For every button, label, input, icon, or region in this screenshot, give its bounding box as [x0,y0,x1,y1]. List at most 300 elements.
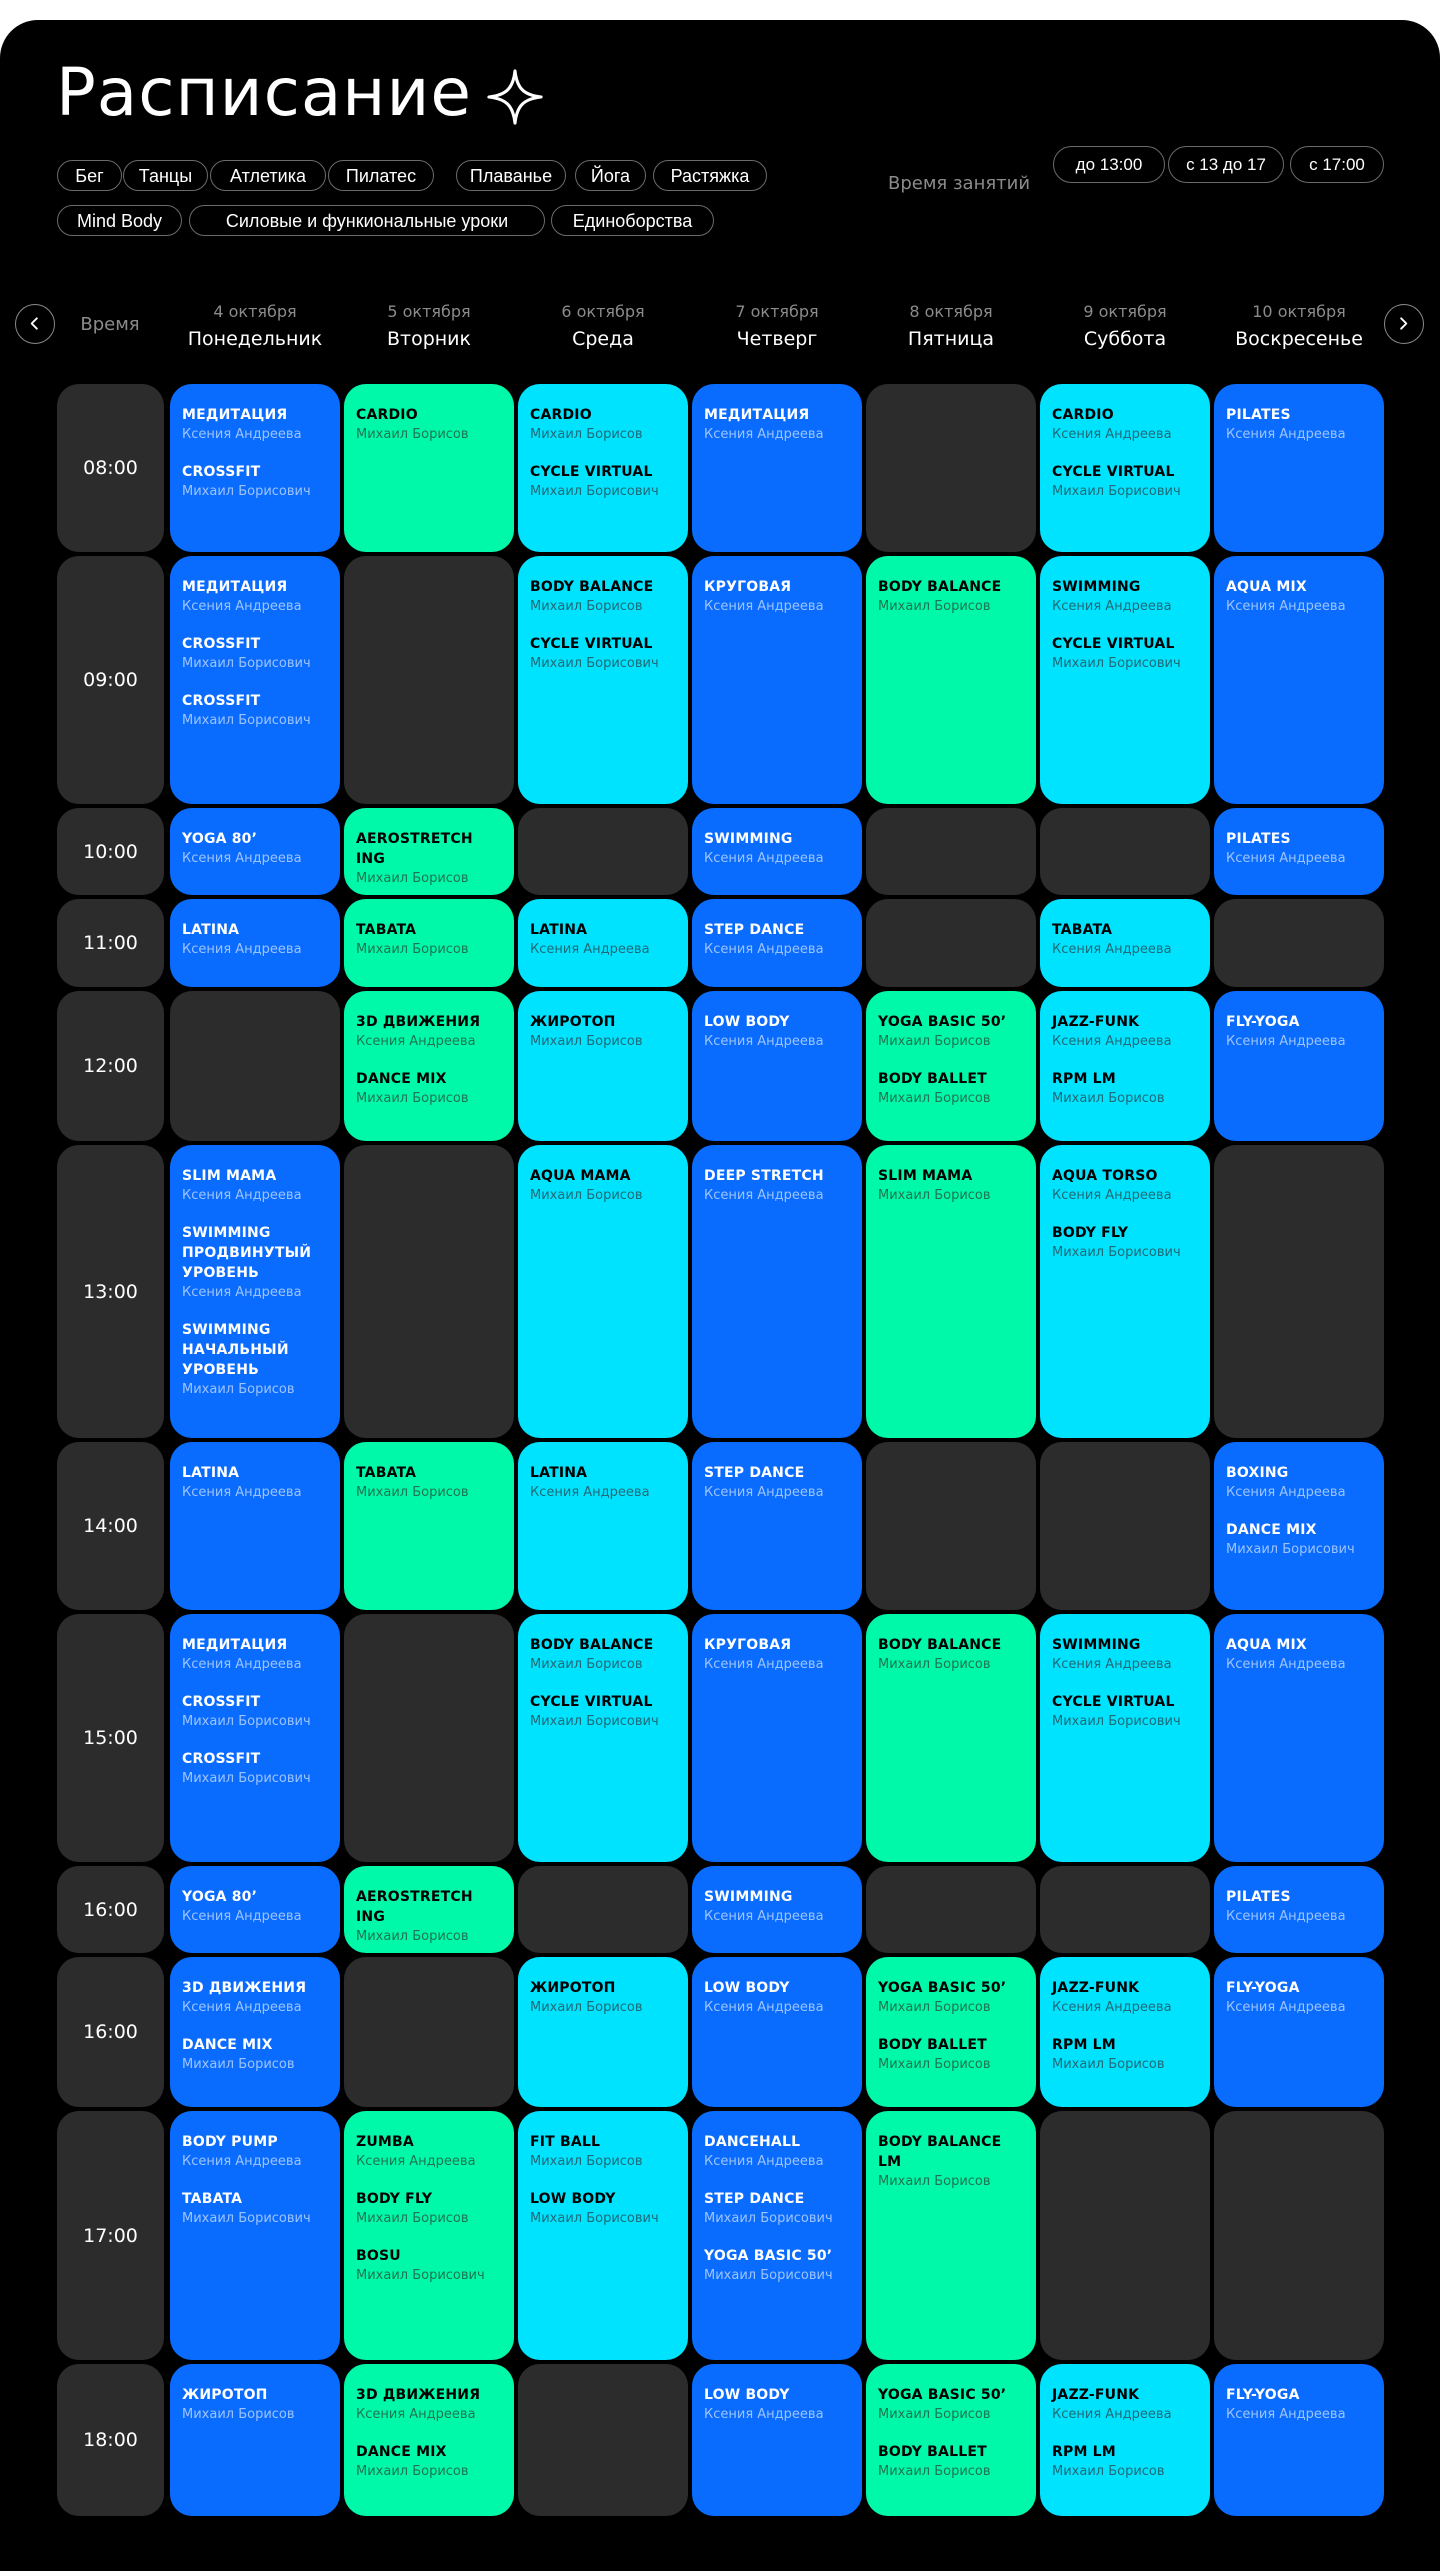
class-trainer: Михаил Борисов [356,871,469,886]
day-header [1214,302,1384,352]
class-slot[interactable] [1214,1866,1384,1953]
filter-chip[interactable]: Mind Body [57,205,182,236]
filter-chip[interactable]: Растяжка [653,160,767,191]
class-slot[interactable] [692,1145,862,1438]
class-slot[interactable] [344,1866,514,1953]
filter-chip[interactable]: Силовые и функиональные уроки [189,205,545,236]
class-slot[interactable] [692,556,862,804]
class-slot[interactable] [1040,2364,1210,2516]
empty-slot [1214,2111,1384,2360]
class-slot[interactable] [692,1866,862,1953]
class-title: TABATA [1052,922,1113,938]
class-slot[interactable] [518,991,688,1141]
empty-slot [866,384,1036,552]
empty-slot [518,1866,688,1953]
class-title: CARDIO [356,407,418,423]
class-entry[interactable] [182,577,330,617]
class-slot[interactable] [170,1442,340,1610]
class-title: ЖИРОТОП [530,1014,616,1030]
day-header [1040,302,1210,352]
class-entry[interactable] [1052,920,1200,960]
class-trainer: Михаил Борисов [530,1188,643,1203]
class-entry[interactable] [356,2442,504,2482]
class-slot[interactable] [170,2364,340,2516]
class-entry[interactable] [1226,1978,1374,2018]
class-slot[interactable] [170,2111,340,2360]
class-entry[interactable] [1226,1520,1374,1560]
class-entry[interactable] [356,1463,504,1503]
next-week-button[interactable] [1384,304,1424,344]
class-title: CYCLE VIRTUAL [530,636,653,652]
class-trainer: Михаил Борисов [878,2057,991,2072]
class-entry[interactable] [356,920,504,960]
class-title: КРУГОВАЯ [704,579,792,595]
class-title: BODY BALANCE [530,579,654,595]
class-trainer: Михаил Борисович [704,2211,833,2226]
schedule-panel [0,20,1440,2571]
class-title: SLIM MAMA [878,1168,973,1184]
class-slot[interactable] [1214,2364,1384,2516]
class-entry[interactable] [704,1887,852,1927]
class-entry[interactable] [1052,577,1200,617]
class-title: YOGA BASIC 50’ [878,1980,1007,1996]
class-trainer: Михаил Борисов [182,2407,295,2422]
class-slot[interactable] [692,1442,862,1610]
class-trainer: Михаил Борисович [704,2268,833,2283]
day-date: 4 октября [213,302,297,321]
class-trainer: Ксения Андреева [704,942,824,957]
class-entry[interactable] [704,405,852,445]
class-title: BODY BALANCE [878,579,1002,595]
class-entry[interactable] [704,1012,852,1052]
class-slot[interactable] [170,384,340,552]
class-entry[interactable] [530,1463,678,1503]
class-slot[interactable] [866,556,1036,804]
class-slot[interactable] [866,1145,1036,1438]
class-entry[interactable] [1226,577,1374,617]
class-trainer: Михаил Борисов [878,2000,991,2015]
class-title: LATINA [530,1465,588,1481]
time-slot-label: 11:00 [57,899,164,987]
class-slot[interactable] [1214,808,1384,895]
filter-chip[interactable]: Плаванье [456,160,566,191]
class-slot[interactable] [1040,1614,1210,1862]
class-slot[interactable] [1214,556,1384,804]
class-slot[interactable] [518,384,688,552]
class-trainer: Ксения Андреева [182,1485,302,1500]
time-slot-label: 09:00 [57,556,164,804]
class-title: DANCE MIX [1226,1522,1317,1538]
class-trainer: Ксения Андреева [356,2407,476,2422]
class-entry[interactable] [356,1012,504,1052]
class-entry[interactable] [1052,2442,1200,2482]
class-title: КРУГОВАЯ [704,1637,792,1653]
class-slot[interactable] [1040,384,1210,552]
page-title: Расписание [56,54,472,131]
class-trainer: Ксения Андреева [182,942,302,957]
class-slot[interactable] [518,1442,688,1610]
class-trainer: Ксения Андреева [704,1657,824,1672]
class-trainer: Михаил Борисов [356,2464,469,2479]
class-trainer: Михаил Борисов [356,1091,469,1106]
class-slot[interactable] [344,384,514,552]
filter-chip[interactable]: Йога [575,160,646,191]
class-slot[interactable] [344,2364,514,2516]
time-column-header: Время [80,314,140,335]
class-title: LOW BODY [704,2387,790,2403]
empty-slot [344,1145,514,1438]
class-title: LOW BODY [704,1980,790,1996]
class-entry[interactable] [1226,829,1374,869]
class-title: PILATES [1226,407,1291,423]
class-entry[interactable] [704,1166,852,1206]
class-trainer: Михаил Борисов [878,1657,991,1672]
class-entry[interactable] [356,2189,504,2229]
class-title: МЕДИТАЦИЯ [182,579,288,595]
class-entry[interactable] [1052,1069,1200,1109]
class-entry[interactable] [1226,1463,1374,1503]
class-entry[interactable] [878,1978,1026,2018]
class-entry[interactable] [878,2385,1026,2425]
class-entry[interactable] [704,829,852,869]
class-entry[interactable] [530,1635,678,1675]
class-slot[interactable] [518,556,688,804]
class-entry[interactable] [1052,1012,1200,1052]
class-trainer: Михаил Борисович [1052,1245,1181,1260]
class-slot[interactable] [170,899,340,987]
class-trainer: Ксения Андреева [1226,2407,1346,2422]
class-slot[interactable] [692,1614,862,1862]
class-entry[interactable] [356,1069,504,1109]
class-title: SWIMMING [1052,1637,1141,1653]
class-title: RPM LM [1052,1071,1116,1087]
class-slot[interactable] [170,808,340,895]
class-title: BODY FLY [1052,1225,1129,1241]
class-entry[interactable] [182,1887,330,1927]
class-title: DANCE MIX [356,1071,447,1087]
class-title: SWIMMING ПРОДВИНУТЫЙ УРОВЕНЬ [182,1225,312,1281]
class-trainer: Ксения Андреева [1052,1657,1172,1672]
class-trainer: Ксения Андреева [1052,1034,1172,1049]
class-slot[interactable] [692,2111,862,2360]
class-slot[interactable] [344,991,514,1141]
class-title: BODY FLY [356,2191,433,2207]
class-entry[interactable] [704,1463,852,1503]
class-slot[interactable] [692,1957,862,2107]
class-slot[interactable] [1214,1957,1384,2107]
class-entry[interactable] [182,1320,330,1400]
class-trainer: Михаил Борисов [530,599,643,614]
class-trainer: Ксения Андреева [182,599,302,614]
class-entry[interactable] [704,2132,852,2172]
class-title: CYCLE VIRTUAL [530,1694,653,1710]
class-slot[interactable] [1214,1442,1384,1610]
class-slot[interactable] [518,1614,688,1862]
class-trainer: Ксения Андреева [1052,427,1172,442]
class-trainer: Ксения Андреева [1226,427,1346,442]
empty-slot [518,808,688,895]
class-slot[interactable] [170,1145,340,1438]
class-trainer: Ксения Андреева [704,851,824,866]
class-title: BODY BALANCE LM [878,2134,1002,2170]
class-title: JAZZ-FUNK [1052,1980,1140,1996]
class-slot[interactable] [1040,899,1210,987]
filter-chip[interactable]: Атлетика [210,160,326,191]
class-entry[interactable] [878,2132,1026,2192]
class-slot[interactable] [1040,556,1210,804]
filter-chip[interactable]: Бег [57,160,122,191]
class-entry[interactable] [530,920,678,960]
class-entry[interactable] [1052,1223,1200,1263]
class-title: AQUA MIX [1226,1637,1307,1653]
class-slot[interactable] [866,2111,1036,2360]
class-title: BODY BALLET [878,1071,987,1087]
class-slot[interactable] [518,1145,688,1438]
class-trainer: Михаил Борисов [878,2464,991,2479]
class-entry[interactable] [530,2132,678,2172]
class-entry[interactable] [704,1635,852,1675]
class-title: CYCLE VIRTUAL [1052,636,1175,652]
class-entry[interactable] [1052,2385,1200,2425]
class-title: STEP DANCE [704,922,805,938]
class-slot[interactable] [866,2364,1036,2516]
time-slot-label: 16:00 [57,1866,164,1953]
class-trainer: Михаил Борисович [182,656,311,671]
class-title: CARDIO [530,407,592,423]
class-entry[interactable] [878,2035,1026,2075]
filter-chip[interactable]: Пилатес [328,160,434,191]
class-entry[interactable] [1226,405,1374,445]
class-trainer: Михаил Борисович [182,2211,311,2226]
class-entry[interactable] [530,577,678,617]
class-title: BODY BALANCE [878,1637,1002,1653]
class-entry[interactable] [878,1635,1026,1675]
class-entry[interactable] [182,2189,330,2229]
class-title: LOW BODY [530,2191,616,2207]
time-filter-chip[interactable]: с 13 до 17 [1168,146,1284,183]
filter-chip[interactable]: Танцы [123,160,208,191]
class-trainer: Михаил Борисов [182,2057,295,2072]
class-trainer: Михаил Борисович [1052,484,1181,499]
class-slot[interactable] [866,991,1036,1141]
class-slot[interactable] [170,1957,340,2107]
class-entry[interactable] [182,462,330,502]
class-trainer: Михаил Борисович [530,656,659,671]
class-title: YOGA BASIC 50’ [878,2387,1007,2403]
class-title: LATINA [182,1465,240,1481]
class-entry[interactable] [1226,1635,1374,1675]
class-trainer: Ксения Андреева [182,1909,302,1924]
class-title: CYCLE VIRTUAL [1052,1694,1175,1710]
class-entry[interactable] [530,1012,678,1052]
class-trainer: Михаил Борисов [878,599,991,614]
class-trainer: Михаил Борисов [356,2211,469,2226]
class-slot[interactable] [170,556,340,804]
class-trainer: Михаил Борисов [356,942,469,957]
class-trainer: Михаил Борисов [356,427,469,442]
empty-slot [344,1957,514,2107]
class-entry[interactable] [530,1692,678,1732]
class-slot[interactable] [866,1957,1036,2107]
class-entry[interactable] [878,1069,1026,1109]
time-filter-chip[interactable]: до 13:00 [1053,146,1165,183]
class-entry[interactable] [182,634,330,674]
class-slot[interactable] [1040,991,1210,1141]
class-slot[interactable] [1040,1145,1210,1438]
class-title: PILATES [1226,831,1291,847]
filter-chip[interactable]: Единоборства [551,205,714,236]
class-entry[interactable] [530,2189,678,2229]
class-trainer: Ксения Андреева [1052,942,1172,957]
day-name: Пятница [907,328,995,350]
class-trainer: Ксения Андреева [704,1034,824,1049]
class-entry[interactable] [1052,634,1200,674]
class-slot[interactable] [866,1614,1036,1862]
class-slot[interactable] [692,991,862,1141]
class-trainer: Михаил Борисов [1052,2464,1165,2479]
class-slot[interactable] [692,899,862,987]
class-entry[interactable] [356,2246,504,2286]
class-entry[interactable] [182,2035,330,2075]
class-title: DANCE MIX [356,2444,447,2460]
class-entry[interactable] [704,2385,852,2425]
time-slot-label: 10:00 [57,808,164,895]
class-entry[interactable] [704,1978,852,2018]
class-slot[interactable] [170,1614,340,1862]
day-header [170,302,340,352]
class-entry[interactable] [356,829,504,889]
class-entry[interactable] [878,577,1026,617]
class-slot[interactable] [170,1866,340,1953]
class-entry[interactable] [530,1166,678,1206]
chevron-left-icon [27,316,42,331]
time-slot-label: 15:00 [57,1614,164,1862]
empty-slot [1040,2111,1210,2360]
class-slot[interactable] [518,2111,688,2360]
class-title: 3D ДВИЖЕНИЯ [182,1980,307,1996]
class-trainer: Ксения Андреева [182,427,302,442]
class-entry[interactable] [182,920,330,960]
class-title: ЖИРОТОП [182,2387,268,2403]
class-entry[interactable] [182,1749,330,1789]
class-trainer: Михаил Борисович [182,1714,311,1729]
class-entry[interactable] [182,691,330,731]
class-slot[interactable] [692,384,862,552]
class-title: AQUA MIX [1226,579,1307,595]
class-slot[interactable] [692,808,862,895]
class-entry[interactable] [878,1166,1026,1206]
class-entry[interactable] [530,462,678,502]
class-entry[interactable] [182,1463,330,1503]
class-entry[interactable] [182,1223,330,1303]
class-entry[interactable] [1226,1012,1374,1052]
class-title: LOW BODY [704,1014,790,1030]
class-slot[interactable] [518,1957,688,2107]
class-entry[interactable] [1052,1978,1200,2018]
class-title: BODY BALANCE [530,1637,654,1653]
prev-week-button[interactable] [15,304,55,344]
class-slot[interactable] [1040,1957,1210,2107]
class-slot[interactable] [518,899,688,987]
class-title: FLY-YOGA [1226,1980,1300,1996]
class-entry[interactable] [878,2442,1026,2482]
class-entry[interactable] [182,1166,330,1206]
class-entry[interactable] [1052,1635,1200,1675]
class-entry[interactable] [1226,1887,1374,1927]
class-trainer: Ксения Андреева [704,1485,824,1500]
class-entry[interactable] [704,2189,852,2229]
class-entry[interactable] [530,1978,678,2018]
class-entry[interactable] [182,829,330,869]
class-trainer: Ксения Андреева [1052,2407,1172,2422]
class-entry[interactable] [182,2385,330,2425]
class-entry[interactable] [182,1692,330,1732]
class-title: JAZZ-FUNK [1052,2387,1140,2403]
class-entry[interactable] [356,2132,504,2172]
class-title: YOGA BASIC 50’ [878,1014,1007,1030]
class-entry[interactable] [1052,2035,1200,2075]
class-title: RPM LM [1052,2037,1116,2053]
class-entry[interactable] [182,405,330,445]
class-entry[interactable] [704,577,852,617]
class-entry[interactable] [356,1887,504,1947]
class-entry[interactable] [1052,1166,1200,1206]
class-entry[interactable] [530,634,678,674]
class-trainer: Михаил Борисов [1052,1091,1165,1106]
class-entry[interactable] [182,1978,330,2018]
day-date: 10 октября [1252,302,1346,321]
class-slot[interactable] [344,2111,514,2360]
class-title: AEROSTRETCH ING [356,831,473,867]
class-entry[interactable] [878,1012,1026,1052]
class-title: RPM LM [1052,2444,1116,2460]
day-date: 8 октября [909,302,993,321]
class-trainer: Ксения Андреева [704,427,824,442]
class-entry[interactable] [530,405,678,445]
class-entry[interactable] [704,2246,852,2286]
class-entry[interactable] [356,405,504,445]
class-slot[interactable] [344,899,514,987]
class-entry[interactable] [182,1635,330,1675]
empty-slot [518,2364,688,2516]
class-slot[interactable] [344,808,514,895]
class-title: 3D ДВИЖЕНИЯ [356,1014,481,1030]
class-slot[interactable] [344,1442,514,1610]
time-filter-chip[interactable]: с 17:00 [1290,146,1384,183]
day-name: Вторник [386,328,472,350]
class-entry[interactable] [704,920,852,960]
class-slot[interactable] [692,2364,862,2516]
class-trainer: Ксения Андреева [182,2154,302,2169]
time-slot-label: 18:00 [57,2364,164,2516]
class-slot[interactable] [1214,991,1384,1141]
class-entry[interactable] [1052,1692,1200,1732]
class-slot[interactable] [1214,1614,1384,1862]
class-entry[interactable] [1052,405,1200,445]
class-entry[interactable] [1052,462,1200,502]
class-entry[interactable] [182,2132,330,2172]
time-slot-label: 08:00 [57,384,164,552]
class-trainer: Ксения Андреева [1052,2000,1172,2015]
class-trainer: Ксения Андреева [182,2000,302,2015]
day-header [344,302,514,352]
empty-slot [1040,1442,1210,1610]
class-slot[interactable] [1214,384,1384,552]
class-title: JAZZ-FUNK [1052,1014,1140,1030]
class-entry[interactable] [356,2385,504,2425]
class-entry[interactable] [1226,2385,1374,2425]
class-title: CROSSFIT [182,1751,261,1767]
